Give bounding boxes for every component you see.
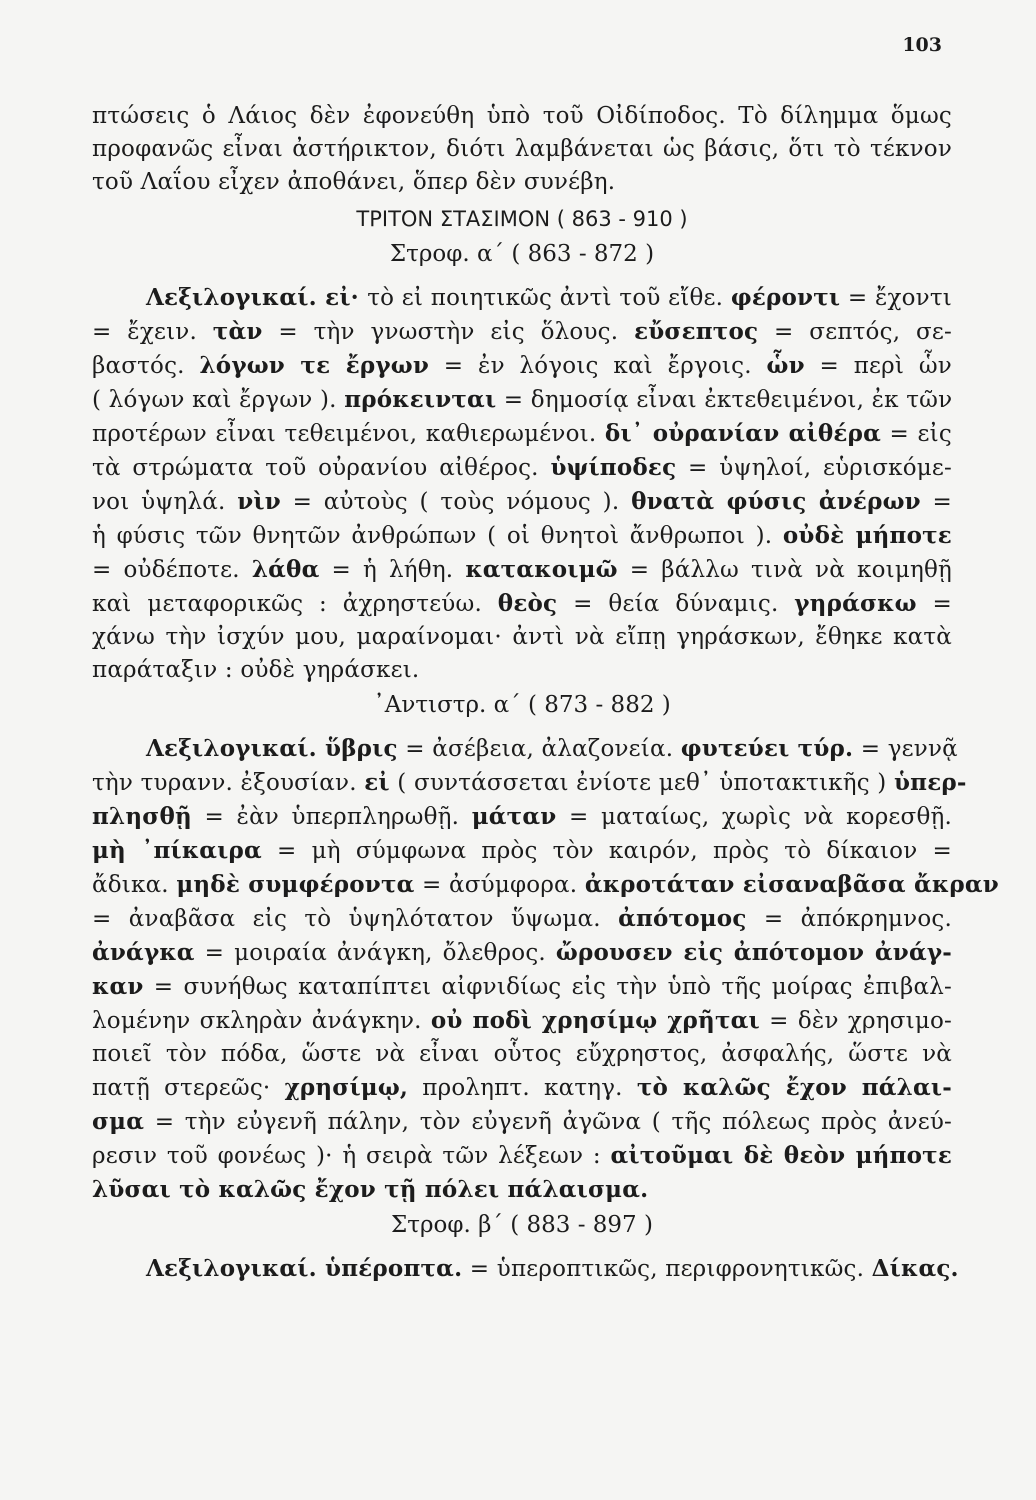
glossary-definition: = περὶ ὧν (804, 353, 952, 379)
glossary-definition: = σεπτός, σε- (758, 319, 952, 345)
glossary-definition: βαστός. (92, 353, 200, 379)
glossary-line (92, 553, 952, 587)
glossary-term: λῦσαι τὸ καλῶς ἔχον τῇ πόλει πάλαισμα. (92, 1176, 649, 1203)
glossary-term: οὐ ποδὶ χρησίμῳ χρῆται (430, 1007, 760, 1034)
glossary-term: φέροντι (730, 284, 841, 311)
glossary-line (92, 654, 952, 687)
glossary-term: τὸ καλῶς ἔχον πάλαι- (636, 1074, 952, 1101)
stasimon-heading: ΤΡΙΤΟΝ ΣΤΑΣΙΜΟΝ ( 863 - 910 ) (356, 207, 688, 231)
glossary-line (92, 281, 952, 315)
glossary-definition: καὶ μεταφορικῶς : ἀχρηστεύω. (92, 591, 498, 617)
intro-line: τοῦ Λαΐου εἶχεν ἀποθάνει, ὅπερ δὲν συνέβη. (92, 169, 616, 195)
glossary-definition: = ἀσέβεια, ἀλαζονεία. (397, 736, 681, 762)
glossary-definition: = (916, 591, 953, 617)
glossary-term: πλησθῇ (92, 803, 192, 830)
page-body (92, 100, 999, 1286)
glossary-definition: = ἀναβᾶσα εἰς τὸ ὑψηλότατον ὕψωμα. (92, 906, 619, 932)
glossary-term: λάθα (251, 556, 320, 583)
glossary-term: ὑψίποδες (550, 454, 677, 481)
glossary-definition: = ἀσύμφορα. (414, 872, 585, 898)
glossary-line (92, 868, 999, 902)
glossary-definition: = ἐὰν ὑπερπληρωθῇ. (191, 804, 472, 830)
glossary-line (92, 732, 958, 766)
glossary-line (92, 970, 952, 1004)
glossary-line (92, 834, 952, 868)
glossary-section (92, 1209, 959, 1286)
glossary-term: νὶν (237, 488, 281, 515)
glossary-definition: νοι ὑψηλά. (92, 489, 238, 515)
glossary-line (92, 1139, 952, 1173)
glossary-definition: = (920, 489, 952, 515)
glossary-term: δι᾿ οὐρανίαν αἰθέρα (604, 420, 881, 447)
glossary-term: καν (92, 973, 144, 1000)
glossary-line (92, 902, 952, 936)
glossary-line (92, 1252, 959, 1286)
page-number: 103 (902, 34, 942, 56)
glossary-term: Δίκας. (871, 1255, 959, 1282)
glossary-term: λόγων τε ἔργων (199, 352, 430, 379)
glossary-term: Λεξιλογικαί. ὑπέροπτα. (146, 1255, 463, 1282)
glossary-term: κατακοιμῶ (465, 556, 618, 583)
intro-line: προφανῶς εἶναι ἀστήρικτον, διότι λαμβάνεται ὡς βάσις, ὅτι τὸ τέκνον (92, 136, 952, 162)
glossary-definition: πατῇ στερεῶς· (92, 1075, 285, 1101)
glossary-definition: = βάλλω τινὰ νὰ κοιμηθῇ (617, 557, 952, 583)
glossary-term: σμα (92, 1108, 145, 1135)
glossary-term: θνατὰ φύσις ἀνέρων (631, 488, 921, 515)
glossary-term: μάταν (471, 803, 557, 830)
glossary-definition: = οὐδέποτε. (92, 557, 252, 583)
glossary-line (92, 1004, 952, 1038)
glossary-definition: = συνήθως καταπίπτει αἰφνιδίως εἰς τὴν ὑπὸ τῆς μοίρας ἐπιβαλ- (143, 974, 952, 1000)
glossary-term: εἰ (364, 769, 390, 796)
glossary-term: ὑπερ- (894, 769, 967, 796)
glossary-definition: ( συντάσσεται ἐνίοτε μεθ᾿ ὑποτακτικῆς ) (389, 770, 894, 796)
glossary-definition: τὴν τυρανν. ἐξουσίαν. (92, 770, 365, 796)
glossary-definition: ἄδικα. (92, 872, 177, 898)
glossary-term: ἀπότομος (618, 905, 747, 932)
glossary-term: οὐδὲ μήποτε (782, 522, 952, 549)
glossary-line (92, 485, 952, 519)
glossary-term: μηδὲ συμφέροντα (176, 871, 415, 898)
glossary-definition: = ἐν λόγοις καὶ ἔργοις. (429, 353, 767, 379)
glossary-definition: ρεσιν τοῦ φονέως )· ἡ σειρὰ τῶν λέξεων : (92, 1143, 611, 1169)
glossary-definition: = ὑπεροπτικῶς, περιφρονητικῶς. (462, 1256, 872, 1282)
glossary-term: φυτεύει τύρ. (680, 735, 854, 762)
glossary-line (92, 1071, 952, 1105)
intro-paragraph (92, 100, 952, 199)
glossary-line (92, 451, 952, 485)
glossary-term: μὴ ᾿πίκαιρα (92, 837, 262, 864)
glossary-definition: = ἔχοντι (840, 285, 952, 311)
glossary-term: τὰν (212, 318, 263, 345)
glossary-definition: ἡ φύσις τῶν θνητῶν ἀνθρώπων ( οἱ θνητοὶ ἄνθρωποι ). (92, 523, 783, 549)
glossary-line (92, 519, 952, 553)
glossary-definition: χάνω τὴν ἰσχύν μου, μαραίνομαι· ἀντὶ νὰ εἴπῃ γηράσκων, ἔθηκε κατὰ (92, 624, 952, 650)
glossary-definition: = μοιραία ἀνάγκη, ὄλεθρος. (194, 940, 556, 966)
glossary-term: θεὸς (497, 590, 558, 617)
glossary-term: πρόκεινται (344, 386, 497, 413)
glossary-line (92, 417, 952, 451)
glossary-definition: = αὐτοὺς ( τοὺς νόμους ). (280, 489, 632, 515)
glossary-definition: = μὴ σύμφωνα πρὸς τὸν καιρόν, πρὸς τὸ δίκαιον = (261, 838, 953, 864)
glossary-line (92, 383, 952, 417)
glossary-term: Λεξιλογικαί. εἰ· (146, 284, 368, 311)
glossary-term: εὔσεπτος (634, 318, 759, 345)
glossary-definition: = ἀπόκρημνος. (746, 906, 952, 932)
glossary-line (92, 766, 967, 800)
glossary-definition: = θεία δύναμις. (557, 591, 795, 617)
glossary-definition: = ἡ λήθη. (319, 557, 466, 583)
intro-line: πτώσεις ὁ Λάιος δὲν ἐφονεύθη ὑπὸ τοῦ Οἰδίποδος. Τὸ δίλημμα ὅμως (92, 103, 952, 129)
glossary-term: ἀκροτάταν εἰσαναβᾶσα ἄκραν (584, 871, 999, 898)
glossary-line (92, 621, 952, 654)
glossary-definition: τὸ εἰ ποιητικῶς ἀντὶ τοῦ εἴθε. (367, 285, 731, 311)
glossary-line (92, 936, 952, 970)
glossary-definition: ( λόγων καὶ ἔργων ). (92, 387, 345, 413)
glossary-term: ἀνάγκα (92, 939, 195, 966)
glossary-definition: = γεννᾷ (853, 736, 958, 762)
sections-container (92, 238, 999, 1286)
glossary-term: ὤρουσεν εἰς ἀπότομον ἀνάγ- (555, 939, 952, 966)
section-heading: ᾿Αντιστρ. α΄ ( 873 - 882 ) (373, 692, 671, 718)
glossary-definition: = εἰς (880, 421, 952, 447)
glossary-term: Λεξιλογικαί. ὕβρις (146, 735, 398, 762)
glossary-definition: = ἔχειν. (92, 319, 213, 345)
section-heading: Στροφ. β΄ ( 883 - 897 ) (391, 1212, 653, 1238)
glossary-definition: προληπτ. κατηγ. (408, 1075, 637, 1101)
glossary-line (92, 587, 952, 621)
glossary-definition: τὰ στρώματα τοῦ οὐρανίου αἰθέρος. (92, 455, 551, 481)
glossary-definition: = δημοσίᾳ εἶναι ἐκτεθειμένοι, ἐκ τῶν (496, 387, 953, 413)
glossary-definition: ποιεῖ τὸν πόδα, ὥστε νὰ εἶναι οὗτος εὔχρηστος, ἀσφαλής, ὥστε νὰ (92, 1041, 952, 1067)
glossary-line (92, 1105, 952, 1139)
glossary-line (92, 800, 952, 834)
glossary-definition: = τὴν εὐγενῆ πάλην, τὸν εὐγενῆ ἀγῶνα ( τῆς πόλεως πρὸς ἀνεύ- (144, 1109, 952, 1135)
glossary-term: ὧν (766, 352, 805, 379)
glossary-definition: = ματαίως, χωρὶς νὰ κορεσθῇ. (556, 804, 952, 830)
glossary-definition: παράταξιν : οὐδὲ γηράσκει. (92, 657, 420, 683)
glossary-definition: = τὴν γνωστὴν εἰς ὅλους. (262, 319, 635, 345)
glossary-definition: = δὲν χρησιμο- (759, 1008, 952, 1034)
glossary-section (92, 689, 999, 1207)
glossary-term: χρησίμῳ, (284, 1074, 409, 1101)
glossary-term: αἰτοῦμαι δὲ θεὸν μήποτε (610, 1142, 952, 1169)
glossary-section (92, 238, 952, 687)
glossary-definition: λομένην σκληρὰν ἀνάγκην. (92, 1008, 431, 1034)
section-heading: Στροφ. α΄ ( 863 - 872 ) (389, 241, 655, 267)
glossary-term: γηράσκω (794, 590, 917, 617)
glossary-line (92, 315, 952, 349)
glossary-line (92, 1173, 952, 1207)
glossary-line (92, 349, 952, 383)
glossary-definition: προτέρων εἶναι τεθειμένοι, καθιερωμένοι. (92, 421, 605, 447)
glossary-line (92, 1038, 952, 1071)
glossary-definition: = ὑψηλοί, εὑρισκόμε- (676, 455, 953, 481)
